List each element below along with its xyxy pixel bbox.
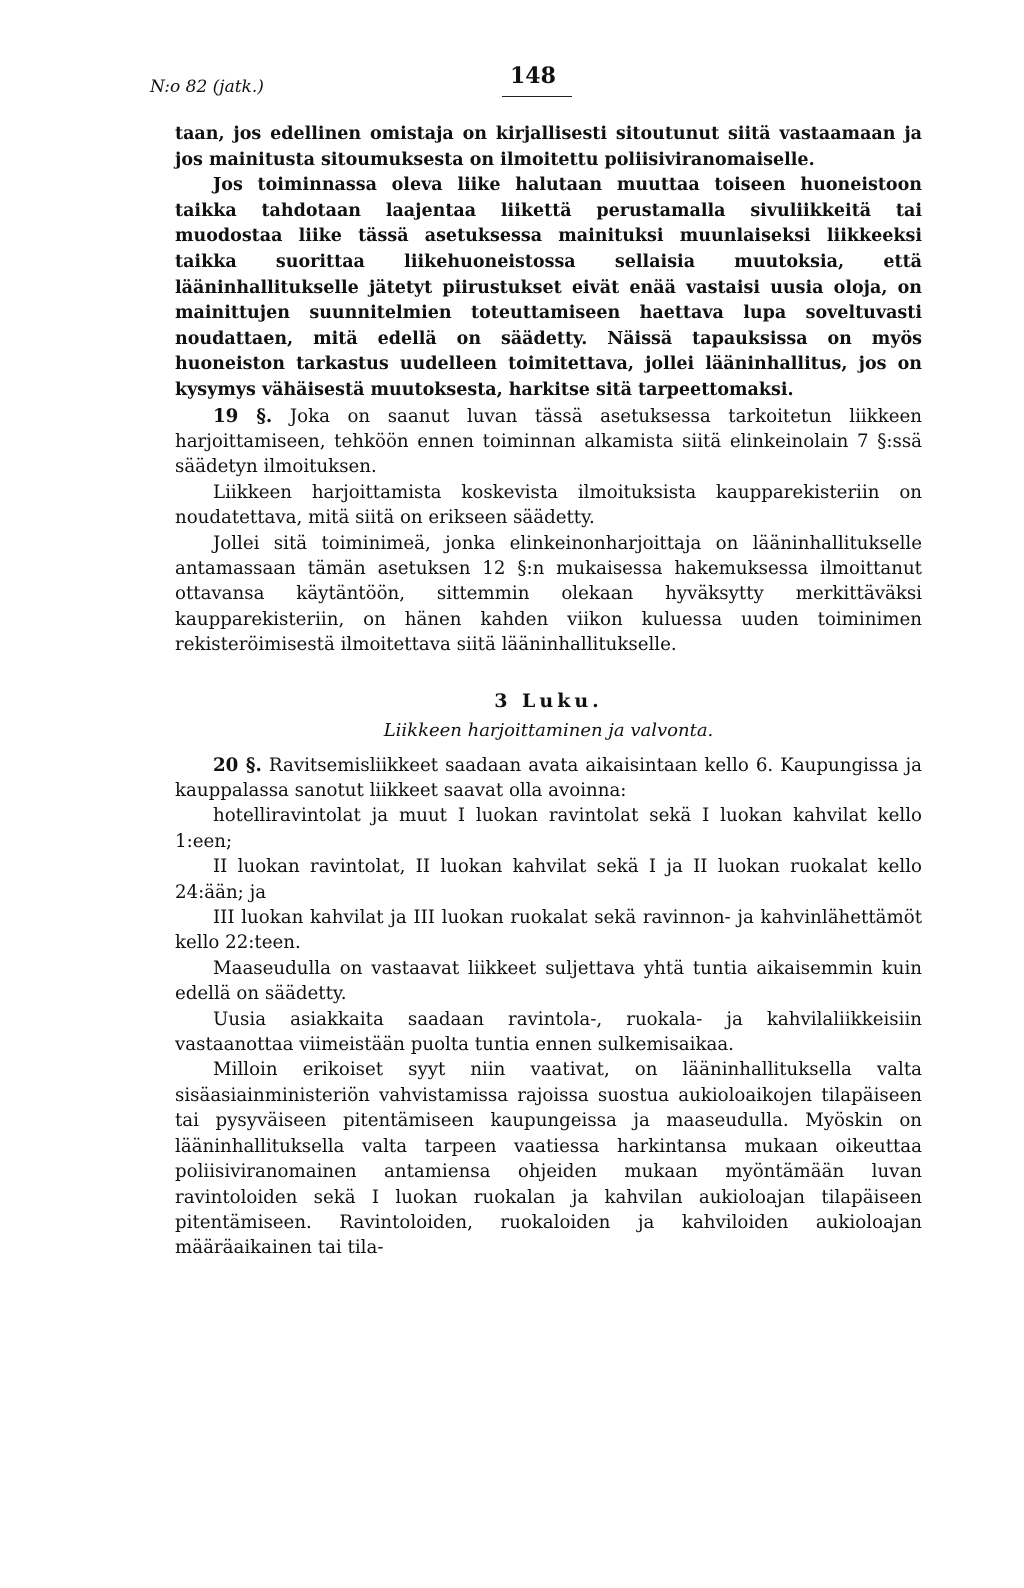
chapter-heading: 3 Luku. bbox=[494, 689, 603, 712]
section-19 bbox=[175, 404, 922, 480]
body-text-upper bbox=[175, 122, 922, 404]
page-number-rule bbox=[502, 96, 572, 97]
chapter-title: Liikkeen harjoittaminen ja valvonta. bbox=[383, 719, 714, 741]
paragraph: Liikkeen harjoittamista koskevista ilmoituksista kaupparekisteriin on noudatettava, mitä siitä on erikseen säädetty. bbox=[175, 481, 922, 529]
section-number: 19 §. bbox=[213, 405, 273, 427]
paragraph: Maaseudulla on vastaavat liikkeet suljettava yhtä tuntia aikaisemmin kuin edellä on säädetty. bbox=[175, 957, 922, 1005]
paragraph: Milloin erikoiset syyt niin vaativat, on lääninhallituksella valta sisäasiainministeriön vahvistamissa rajoissa suostua aukioloaikojen tilapäiseen tai pysyväiseen pitentämiseen kaupungeissa ja maaseudulla. Myöskin on lääninhallituksella valta tarpeen vaatiessa harkintansa mukaan oikeuttaa poliisiviranomainen antamiensa ohjeiden mukaan myöntämään luvan ravintoloiden sekä I luokan ruokalan ja kahvilan aukioloajan tilapäiseen pitentämiseen. Ravintoloiden, ruokaloiden ja kahviloiden aukioloajan määräaikainen tai tila- bbox=[175, 1059, 922, 1259]
page-header bbox=[150, 60, 922, 122]
section-text: Ravitsemisliikkeet saadaan avata aikaisintaan kello 6. Kaupungissa ja kauppalassa sanotut liikkeet saavat olla avoinna: bbox=[175, 754, 922, 801]
section-number: 20 §. bbox=[213, 754, 262, 776]
running-head: N:o 82 (jatk.) bbox=[150, 77, 264, 97]
page-number: 148 bbox=[510, 63, 556, 89]
paragraph: III luokan kahvilat ja III luokan ruokalat sekä ravinnon- ja kahvinlähettämöt kello 22:teen. bbox=[175, 907, 922, 954]
paragraph: Uusia asiakkaita saadaan ravintola-, ruokala- ja kahvilaliikkeisiin vastaanottaa viimeistään puolta tuntia ennen sulkemisaikaa. bbox=[175, 1008, 922, 1056]
body-text-lower bbox=[175, 404, 922, 1261]
paragraph: taan, jos edellinen omistaja on kirjallisesti sitoutunut siitä vastaamaan ja jos mainitusta sitoumuksesta on ilmoitettu poliisiviranomaiselle. bbox=[175, 124, 922, 170]
paragraph: hotelliravintolat ja muut I luokan ravintolat sekä I luokan kahvilat kello 1:een; bbox=[175, 805, 922, 852]
paragraph: II luokan ravintolat, II luokan kahvilat sekä I ja II luokan ruokalat kello 24:ään; ja bbox=[175, 856, 922, 903]
document-page bbox=[150, 60, 922, 1261]
paragraph: Jollei sitä toiminimeä, jonka elinkeinonharjoittaja on lääninhallitukselle antamassaan tämän asetuksen 12 §:n mukaisessa hakemuksessa ilmoittanut ottavansa käytäntöön, sittemmin olekaan hyväksytty merkittäväksi kaupparekisteriin, on hänen kahden viikon kuluessa uuden toiminimen rekisteröimisestä ilmoitettava siitä lääninhallitukselle. bbox=[175, 532, 922, 656]
paragraph: Jos toiminnassa oleva liike halutaan muuttaa toiseen huoneistoon taikka tahdotaan laajentaa liikettä perustamalla sivuliikkeitä tai muodostaa liike tässä asetuksessa mainituksi muunlaiseksi liikkeeksi taikka suorittaa liikehuoneistossa sellaisia muutoksia, että lääninhallitukselle jätetyt piirustukset eivät enää vastaisi uusia oloja, on mainittujen suunnitelmien toteuttamiseen haettava lupa soveltuvasti noudattaen, mitä edellä on säädetty. Näissä tapauksissa on myös huoneiston tarkastus uudelleen toimitettava, jollei lääninhallitus, jos on kysymys vähäisestä muutoksesta, harkitse sitä tarpeettomaksi. bbox=[175, 175, 922, 400]
section-20 bbox=[175, 753, 922, 804]
section-text: Joka on saanut luvan tässä asetuksessa tarkoitetun liikkeen harjoittamiseen, tehköön ennen toiminnan alkamista siitä elinkeinolain 7 §:ssä säädetyn ilmoituksen. bbox=[175, 405, 922, 478]
